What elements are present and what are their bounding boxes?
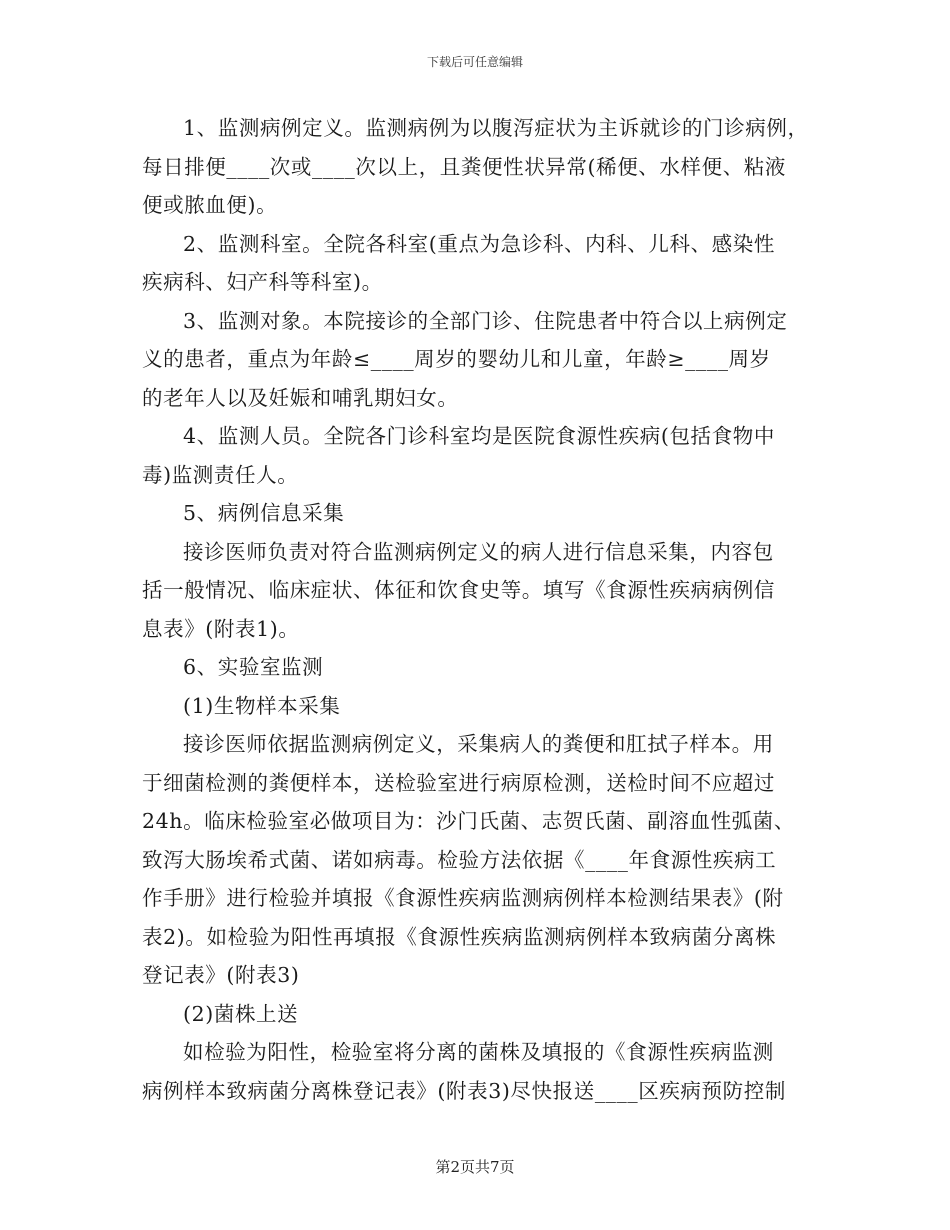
text-line: 致泻大肠埃希式菌、诺如病毒。检验方法依据《____年食源性疾病工 bbox=[142, 847, 777, 872]
text-line: 6、实验室监测 bbox=[183, 655, 324, 679]
paragraph-strain-submission bbox=[142, 1033, 822, 1110]
text-line: 义的患者，重点为年龄≤____周岁的婴幼儿和儿童，年龄≥____周岁 bbox=[142, 347, 771, 371]
text-line: 4、监测人员。全院各门诊科室均是医院食源性疾病(包括食物中 bbox=[183, 424, 775, 448]
section-heading-6 bbox=[142, 648, 822, 687]
text-line: 括一般情况、临床症状、体征和饮食史等。填写《食源性疾病病例信 bbox=[142, 578, 775, 602]
text-line: 于细菌检测的粪便样本，送检验室进行病原检测，送检时间不应超过 bbox=[142, 770, 775, 795]
section-heading-5 bbox=[142, 494, 822, 533]
document-body bbox=[142, 109, 822, 1110]
subheading-sample-collection bbox=[142, 687, 822, 726]
paragraph-sample-collection bbox=[142, 725, 822, 995]
text-line: 每日排便____次或____次以上，且粪便性状异常(稀便、水样便、粘液 bbox=[142, 154, 786, 179]
text-line: 2、监测科室。全院各科室(重点为急诊科、内科、儿科、感染性 bbox=[183, 231, 775, 256]
text-line: 表2)。如检验为阳性再填报《食源性疾病监测病例样本致病菌分离株 bbox=[142, 924, 777, 949]
paragraph-info-collection bbox=[142, 533, 822, 649]
text-line: 3、监测对象。本院接诊的全部门诊、住院患者中符合以上病例定 bbox=[183, 308, 788, 333]
page-header: 下载后可任意编辑 bbox=[426, 55, 523, 69]
text-line: 作手册》进行检验并填报《食源性疾病监测病例样本检测结果表》(附 bbox=[142, 886, 784, 910]
text-line: (2)菌株上送 bbox=[183, 1001, 299, 1026]
text-line: 5、病例信息采集 bbox=[183, 501, 345, 525]
paragraph-2-departments bbox=[142, 225, 822, 302]
text-line: 毒)监测责任人。 bbox=[142, 462, 299, 487]
subheading-strain-submission bbox=[142, 995, 822, 1034]
text-line: (1)生物样本采集 bbox=[183, 693, 341, 718]
text-line: 1、监测病例定义。监测病例为以腹泻症状为主诉就诊的门诊病例， bbox=[183, 116, 809, 140]
text-line: 的老年人以及妊娠和哺乳期妇女。 bbox=[142, 385, 459, 410]
text-line: 息表》(附表1)。 bbox=[142, 616, 300, 641]
page-footer: 第2页共7页 bbox=[435, 1158, 515, 1176]
text-line: 登记表》(附表3) bbox=[142, 963, 300, 987]
paragraph-1-case-definition bbox=[142, 109, 822, 225]
text-line: 接诊医师依据监测病例定义，采集病人的粪便和肛拭子样本。用 bbox=[183, 732, 774, 756]
paragraph-3-subjects bbox=[142, 302, 822, 418]
text-line: 疾病科、妇产科等科室)。 bbox=[142, 270, 383, 294]
text-line: 病例样本致病菌分离株登记表》(附表3)尽快报送____区疾病预防控制 bbox=[142, 1078, 786, 1103]
text-line: 如检验为阳性，检验室将分离的菌株及填报的《食源性疾病监测 bbox=[183, 1040, 774, 1064]
paragraph-4-staff bbox=[142, 417, 822, 494]
text-line: 接诊医师负责对符合监测病例定义的病人进行信息采集，内容包 bbox=[183, 539, 774, 564]
text-line: 24h。临床检验室必做项目为：沙门氏菌、志贺氏菌、副溶血性弧菌、 bbox=[142, 809, 795, 833]
text-line: 便或脓血便)。 bbox=[142, 193, 278, 217]
